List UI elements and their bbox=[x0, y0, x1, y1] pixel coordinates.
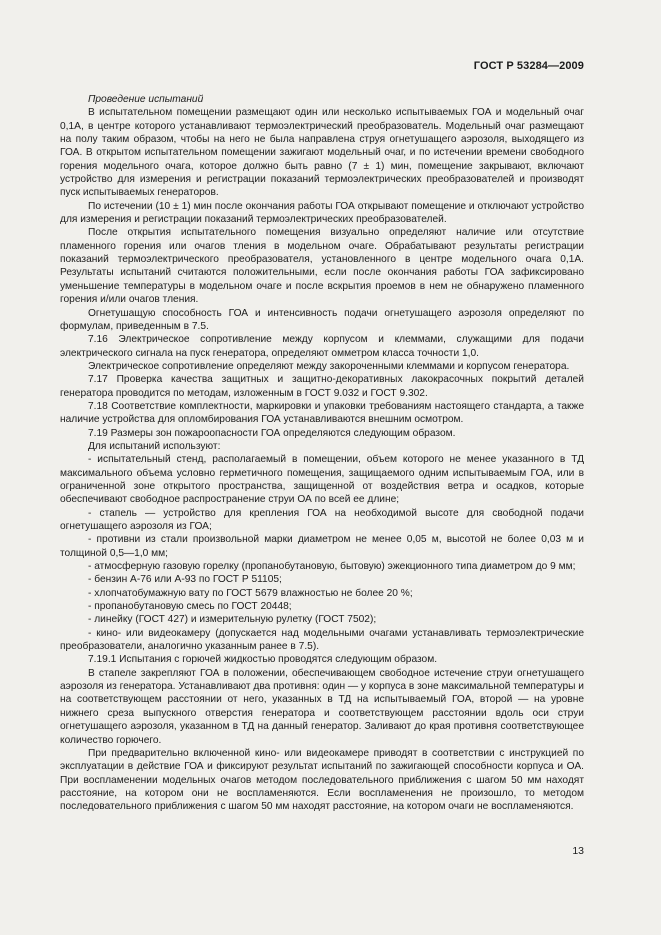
paragraph: При предварительно включенной кино- или видеокамере приводят в соответствии с инструкцией по эксплуатации в действие ГОА и фиксируют результат испытаний по зажигающей способности корпуса и ОА. При воспламенении модельных очагов методом последовательного приближения с шагом 50 мм находят расстояние, на котором они не воспламеняются. Если воспламенения не произошло, то методом последовательного приближения с шагом 50 мм находят расстояние, на котором очаги не воспламеняются. bbox=[60, 747, 584, 813]
page-number: 13 bbox=[572, 845, 584, 857]
paragraph: В испытательном помещении размещают один или несколько испытываемых ГОА и модельный очаг 0,1А, в центре которого устанавливают термоэлектрический преобразователь. Модельный очаг размещают на полу таким образом, чтобы на него не была направлена струя огнетушащего аэрозоля, выходящего из ГОА. В открытом испытательном помещении зажигают модельный очаг, и по истечении времени свободного горения модельного очага, которое должно быть равно (7 ± 1) мин, помещение закрывают, включают устройство для измерения и регистрации показаний термоэлектрических преобразователей и производят пуск испытываемых генераторов. bbox=[60, 107, 584, 199]
document-header: ГОСТ Р 53284—2009 bbox=[473, 60, 584, 72]
paragraph: 7.19.1 Испытания с горючей жидкостью проводятся следующим образом. bbox=[88, 654, 438, 666]
list-item: - испытательный стенд, располагаемый в помещении, объем которого не менее указанного в ТД максимального объема условно герметичного помещения, защищаемого одним испытываемым ГОА, или в ограниченной зоне открытого пространства, защищенной от воздействия ветра и осадков, которые обеспечивают свободное распространение струи ОА по всей ее длине; bbox=[60, 454, 584, 506]
paragraph: 7.16 Электрическое сопротивление между корпусом и клеммами, служащими для подачи электрического сигнала на пуск генератора, определяют омметром класса точности 1,0. bbox=[60, 334, 584, 359]
list-item: - пропанобутановую смесь по ГОСТ 20448; bbox=[88, 601, 292, 613]
list-item: - противни из стали произвольной марки диаметром не менее 0,05 м, высотой не более 0,03 м и толщиной 0,5—1,0 мм; bbox=[60, 534, 584, 559]
paragraph: 7.17 Проверка качества защитных и защитно-декоративных лакокрасочных покрытий деталей генератора проводится по методам, изложенным в ГОСТ 9.032 и ГОСТ 9.302. bbox=[60, 374, 584, 399]
paragraph: После открытия испытательного помещения визуально определяют наличие или отсутствие пламенного горения или очагов тления в модельном очаге. Обрабатывают результаты регистрации показаний термоэлектрического преобразователя, установленного в центре модельного очага 0,1А. Результаты испытаний считаются положительными, если после окончания работы ГОА зафиксировано уменьшение температуры в модельном очаге и после вскрытия проемов в нем не обнаружено пламенного горения и/или очагов тления. bbox=[60, 227, 584, 306]
list-item: - атмосферную газовую горелку (пропанобутановую, бытовую) эжекционного типа диаметром до 9 мм; bbox=[88, 561, 576, 573]
paragraph: По истечении (10 ± 1) мин после окончания работы ГОА открывают помещение и отключают устройство для измерения и регистрации показаний термоэлектрических преобразователей. bbox=[60, 200, 584, 226]
paragraph: Огнетушащую способность ГОА и интенсивность подачи огнетушащего аэрозоля определяют по формулам, приведенным в 7.5. bbox=[60, 307, 584, 332]
document-body bbox=[60, 93, 584, 814]
list-item: - бензин А-76 или А-93 по ГОСТ Р 51105; bbox=[88, 574, 282, 586]
paragraph: 7.18 Соответствие комплектности, маркировки и упаковки требованиям настоящего стандарта, а также наличие устройства для опломбирования ГОА устанавливаются внешним осмотром. bbox=[60, 400, 584, 426]
paragraph: Электрическое сопротивление определяют между закороченными клеммами и корпусом генератора. bbox=[88, 360, 570, 372]
section-title: Проведение испытаний bbox=[88, 94, 204, 105]
list-item: - хлопчатобумажную вату по ГОСТ 5679 влажностью не более 20 %; bbox=[88, 587, 413, 599]
list-item: - стапель — устройство для крепления ГОА на необходимой высоте для свободной подачи огнетушащего аэрозоля из ГОА; bbox=[60, 507, 584, 532]
paragraph: Для испытаний используют: bbox=[88, 440, 221, 452]
list-item: - линейку (ГОСТ 427) и измерительную рулетку (ГОСТ 7502); bbox=[88, 614, 377, 626]
paragraph: 7.19 Размеры зон пожароопасности ГОА определяются следующим образом. bbox=[88, 427, 456, 439]
paragraph: В стапеле закрепляют ГОА в положении, обеспечивающем свободное истечение струи огнетушащего аэрозоля из генератора. Устанавливают два противня: один — у корпуса в зоне максимальной температуры и на соответствующем расстоянии от него, указанных в ТД на испытываемый ГОА, второй — на уровне нижнего среза выпускного отверстия генератора и соответствующем расстоянии вдоль оси струи огнетушащего аэрозоля, указанном в ТД на данный генератор. Заливают до края противня соответствующее количество горючего. bbox=[60, 667, 584, 746]
list-item: - кино- или видеокамеру (допускается над модельными очагами устанавливать термоэлектрические преобразователи, аналогично указанным ранее в 7.5). bbox=[60, 627, 584, 653]
